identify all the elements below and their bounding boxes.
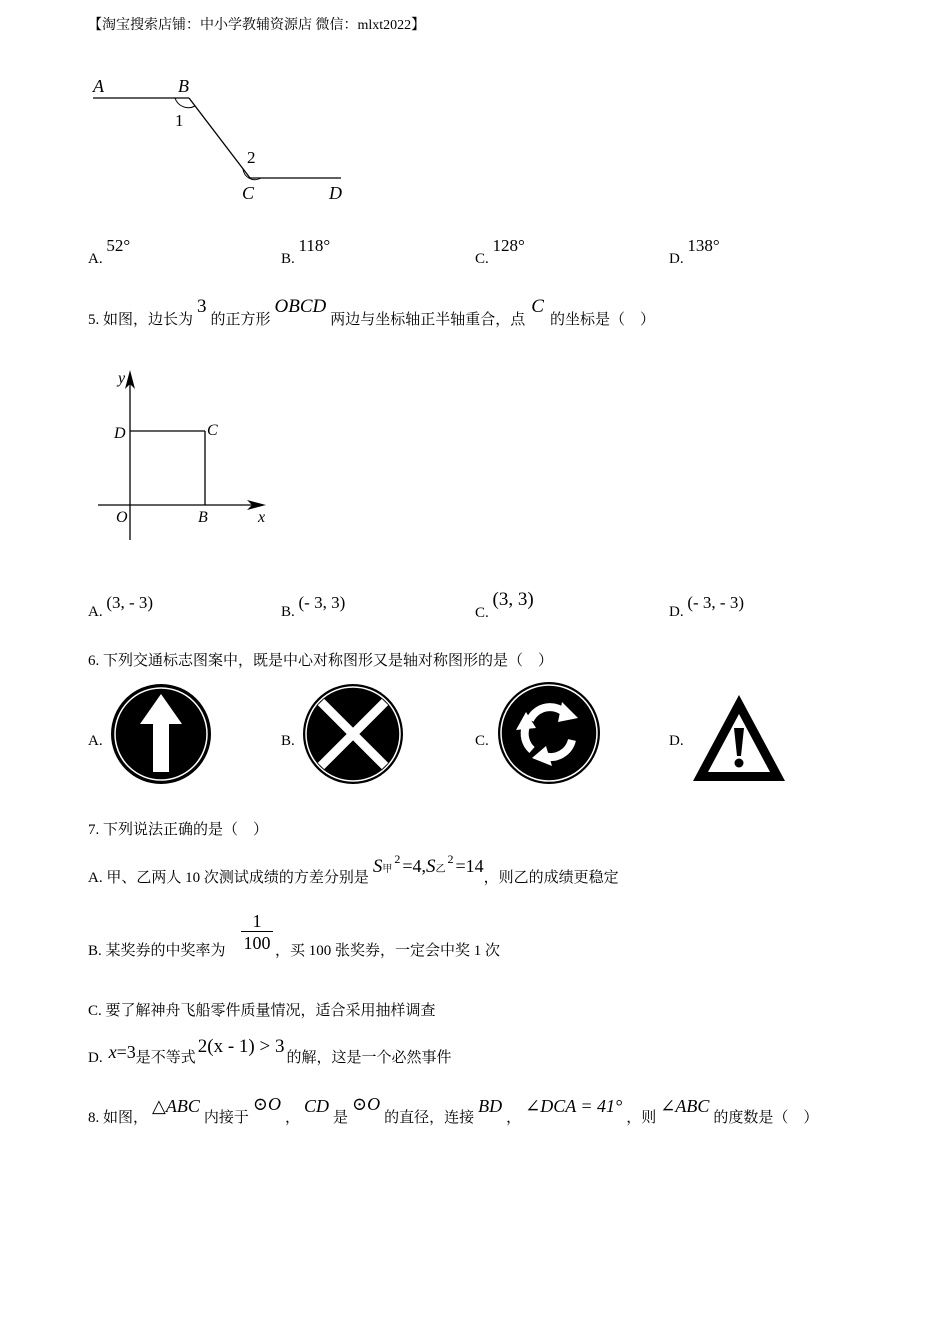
q4-option-b: B. 118° <box>281 236 331 267</box>
q7-fraction <box>241 911 273 954</box>
point-B-label: B <box>198 509 208 526</box>
q5-stem: 5. 如图，边长为3的正方形OBCD两边与坐标轴正半轴重合，点C的坐标是（ ） <box>88 296 655 328</box>
header-text: 【淘宝搜索店铺：中小学教辅资源店 微信：mlxt2022】 <box>88 18 426 33</box>
q5-option-d-value: (- 3, - 3) <box>687 593 744 612</box>
y-axis-label: y <box>118 370 126 387</box>
label-C: C <box>242 183 255 203</box>
q7-option-b-tail: ，买 100 张奖券，一定会中奖 1 次 <box>275 943 501 959</box>
q7-option-a: A. 甲、乙两人 10 次测试成绩的方差分别是S甲$^2$ =4,S乙$^2$ =14，则乙的成绩更稳定 <box>88 852 619 886</box>
q7-option-d: D. x=3是不等式2(x - 1) > 3的解，这是一个必然事件 <box>88 1036 452 1066</box>
label-B: B <box>178 76 189 96</box>
q4-option-c: C. 128° <box>475 236 525 267</box>
fraction-denominator: 100 <box>243 933 271 953</box>
point-O-label: O <box>116 509 128 526</box>
q4-option-d: D. 138° <box>669 236 720 267</box>
q5-option-b-value: (- 3, 3) <box>298 593 346 612</box>
q4-figure <box>85 72 365 207</box>
fraction-numerator: 1 <box>241 911 273 932</box>
point-C-label: C <box>207 422 218 439</box>
label-A: A <box>93 76 104 96</box>
q6-option-b-letter: B. <box>281 733 295 749</box>
q5-option-b: B. (- 3, 3) <box>281 593 346 620</box>
q4-option-a: A. 52° <box>88 236 131 267</box>
q4-option-d-value: 138° <box>687 236 720 255</box>
x-axis-label: x <box>258 509 266 526</box>
q6-option-a-letter: A. <box>88 733 103 749</box>
angle-1-label: 1 <box>175 111 184 130</box>
q5-option-c: C. (3, 3) <box>475 589 534 621</box>
q6-option-d-letter: D. <box>669 733 684 749</box>
q6-stem: 6. 下列交通标志图案中，既是中心对称图形又是轴对称图形的是（ ） <box>88 653 554 669</box>
q7-option-b: B. 某奖券的中奖率为 <box>88 943 226 959</box>
q5-coordinate-figure <box>90 365 280 545</box>
q7-option-c: C. 要了解神舟飞船零件质量情况，适合采用抽样调查 <box>88 1003 436 1019</box>
point-D-label: D <box>114 425 126 442</box>
q5-option-d: D. (- 3, - 3) <box>669 593 744 620</box>
up-arrow-sign-icon <box>108 682 214 786</box>
label-D: D <box>329 183 342 203</box>
q6-option-c-letter: C. <box>475 733 489 749</box>
warning-triangle-sign-icon <box>690 692 788 784</box>
q5-option-a-value: (3, - 3) <box>106 593 154 612</box>
q4-option-c-value: 128° <box>492 236 525 255</box>
q4-option-a-value: 52° <box>106 236 131 255</box>
q4-option-b-value: 118° <box>298 236 331 255</box>
roundabout-sign-icon <box>496 680 602 786</box>
q7-stem: 7. 下列说法正确的是（ ） <box>88 822 269 838</box>
x-cross-sign-icon <box>301 682 405 786</box>
q5-option-c-value: (3, 3) <box>492 589 534 610</box>
q8-stem: 8. 如图，△ABC内接于⊙O，CD是⊙O的直径，连接BD，∠DCA = 41°，则∠ABC的度数是（ ） <box>88 1094 819 1126</box>
angle-2-label: 2 <box>247 148 256 167</box>
q5-option-a: A. (3, - 3) <box>88 593 154 620</box>
